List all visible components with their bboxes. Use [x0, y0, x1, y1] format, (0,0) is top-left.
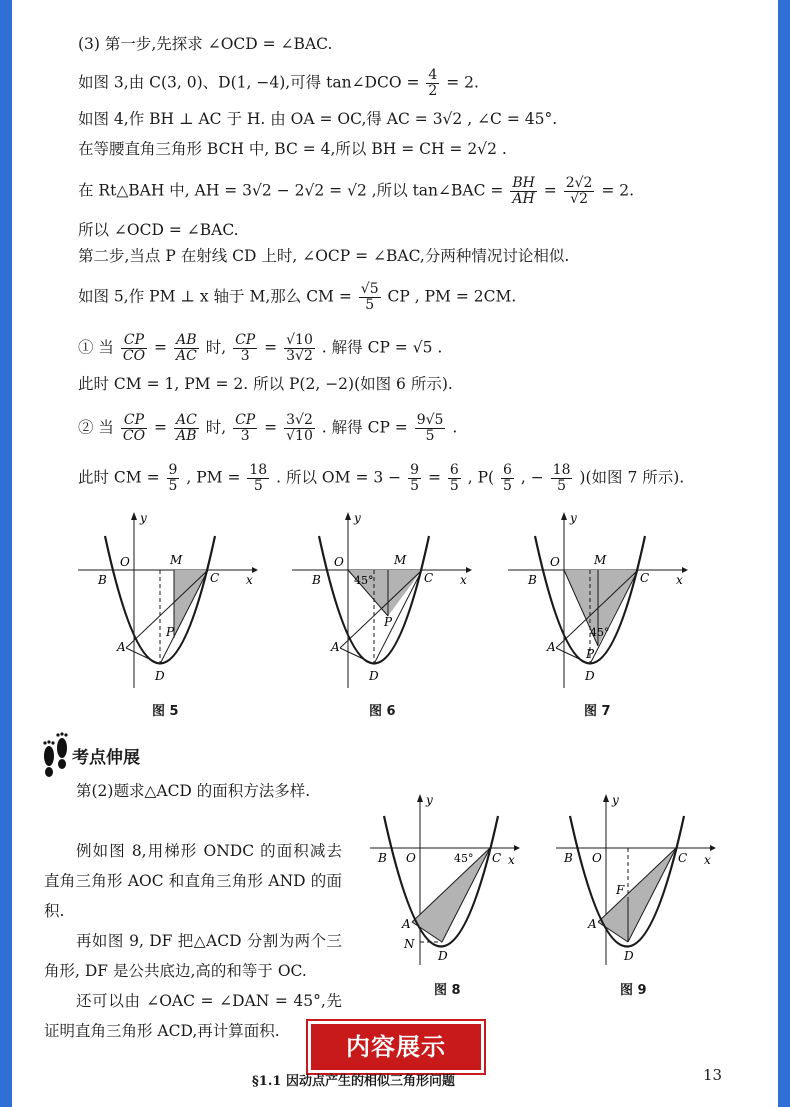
- figure-9-caption: 图 9: [620, 983, 647, 998]
- svg-text:A: A: [402, 917, 411, 931]
- fraction: $\frac{4}{2}$: [428, 67, 438, 99]
- extension-paragraph-1: 第(2)题求△ACD 的面积方法多样.: [76, 782, 311, 800]
- solution-line-5: 在 Rt△BAH 中, AH = 3√2 − 2√2 = √2 ,所以 tan∠BAC = $\frac{BH}{AH}$ = $\frac{2√2}{√2}$ = 2.: [78, 175, 635, 207]
- svg-text:C: C: [678, 851, 688, 865]
- extension-paragraph-2: 例如图 8,用梯形 ONDC 的面积减去直角三角形 AOC 和直角三角形 AND 的面积.: [44, 842, 342, 920]
- solution-line-8: 如图 5,作 PM ⊥ x 轴于 M,那么 CM = $\frac{√5}{5}$ CP , PM = 2CM.: [78, 281, 517, 313]
- svg-text:A: A: [547, 640, 556, 654]
- svg-text:C: C: [210, 571, 220, 585]
- solution-line-2: 如图 3,由 C(3, 0)、D(1, −4),可得 tan∠DCO = $\frac{4}{2}$ = 2.: [78, 67, 479, 99]
- svg-text:x: x: [676, 573, 683, 587]
- svg-text:O: O: [334, 555, 344, 569]
- figure-6-caption: 图 6: [369, 704, 396, 719]
- solution-line-4: 在等腰直角三角形 BCH 中, BC = 4,所以 BH = CH = 2√2 .: [78, 140, 507, 158]
- solution-line-11: ② 当 $\frac{CP}{CO}$ = $\frac{AC}{AB}$ 时, $\frac{CP}{3}$ = $\frac{3√2}{√10}$ . 解得 CP = $\frac{9√5}{5}$ .: [78, 412, 458, 444]
- svg-text:y: y: [354, 511, 361, 525]
- figure-8-caption: 图 8: [434, 983, 461, 998]
- figure-5: [76, 508, 258, 694]
- svg-text:F: F: [616, 883, 625, 897]
- svg-text:C: C: [640, 571, 650, 585]
- svg-text:M: M: [594, 553, 607, 567]
- svg-text:B: B: [98, 573, 107, 587]
- solution-line-7: 第二步,当点 P 在射线 CD 上时, ∠OCP = ∠BAC,分两种情况讨论相似.: [78, 247, 570, 265]
- svg-text:y: y: [426, 793, 433, 807]
- figure-5-caption: 图 5: [152, 704, 179, 719]
- svg-text:O: O: [120, 555, 130, 569]
- figure-7: [506, 508, 688, 694]
- right-border-rail: [778, 0, 790, 1107]
- solution-line-9: ① 当 $\frac{CP}{CO}$ = $\frac{AB}{AC}$ 时, $\frac{CP}{3}$ = $\frac{√10}{3√2}$ . 解得 CP = √5 .: [78, 332, 443, 364]
- figure-9: [556, 790, 716, 970]
- solution-line-1: (3) 第一步,先探求 ∠OCD = ∠BAC.: [78, 35, 333, 53]
- svg-text:D: D: [624, 949, 634, 963]
- svg-text:P: P: [384, 615, 393, 629]
- svg-text:C: C: [424, 571, 434, 585]
- svg-text:N: N: [404, 937, 415, 951]
- figure-8: [370, 790, 520, 970]
- svg-text:A: A: [117, 640, 126, 654]
- svg-text:C: C: [492, 851, 502, 865]
- svg-text:A: A: [331, 640, 340, 654]
- svg-text:P: P: [586, 647, 595, 661]
- svg-text:B: B: [378, 851, 387, 865]
- solution-line-10: 此时 CM = 1, PM = 2. 所以 P(2, −2)(如图 6 所示).: [78, 375, 453, 393]
- content-showcase-badge: 内容展示: [308, 1021, 484, 1073]
- svg-text:x: x: [246, 573, 253, 587]
- svg-text:O: O: [550, 555, 560, 569]
- svg-text:O: O: [592, 851, 602, 865]
- svg-text:D: D: [369, 669, 379, 683]
- svg-text:y: y: [570, 511, 577, 525]
- figure-7-caption: 图 7: [584, 704, 611, 719]
- svg-text:B: B: [528, 573, 537, 587]
- svg-text:P: P: [166, 625, 175, 639]
- svg-text:M: M: [170, 553, 183, 567]
- section-title: 考点伸展: [72, 748, 140, 768]
- svg-text:x: x: [460, 573, 467, 587]
- left-border-rail: [0, 0, 12, 1107]
- svg-text:y: y: [612, 793, 619, 807]
- solution-line-6: 所以 ∠OCD = ∠BAC.: [78, 221, 239, 239]
- svg-text:D: D: [438, 949, 448, 963]
- svg-text:45°: 45°: [454, 852, 474, 865]
- svg-text:x: x: [704, 853, 711, 867]
- svg-text:45°: 45°: [354, 574, 374, 587]
- svg-text:B: B: [564, 851, 573, 865]
- solution-line-3: 如图 4,作 BH ⊥ AC 于 H. 由 OA = OC,得 AC = 3√2 , ∠C = 45°.: [78, 110, 558, 128]
- running-footer: §1.1 因动点产生的相似三角形问题: [252, 1074, 455, 1089]
- svg-text:x: x: [508, 853, 515, 867]
- svg-text:M: M: [394, 553, 407, 567]
- figure-6: [290, 508, 472, 694]
- extension-paragraph-4: 还可以由 ∠OAC = ∠DAN = 45°,先证明直角三角形 ACD,再计算面积.: [44, 992, 342, 1040]
- extension-paragraph-3: 再如图 9, DF 把△ACD 分割为两个三角形, DF 是公共底边,高的和等于 OC.: [44, 932, 342, 980]
- svg-text:A: A: [588, 917, 597, 931]
- svg-text:D: D: [155, 669, 165, 683]
- svg-text:y: y: [140, 511, 147, 525]
- svg-text:O: O: [406, 851, 416, 865]
- solution-line-12: 此时 CM = $\frac{9}{5}$ , PM = $\frac{18}{5}$ . 所以 OM = 3 − $\frac{9}{5}$ = $\frac{6}{5}$ , P( $\frac{6}{5}$ , − $\frac{18}{5}$ )(如图 7 所示).: [78, 462, 685, 494]
- svg-text:D: D: [585, 669, 595, 683]
- page-number: 13: [703, 1066, 723, 1084]
- svg-text:45°: 45°: [590, 626, 610, 639]
- svg-text:B: B: [312, 573, 321, 587]
